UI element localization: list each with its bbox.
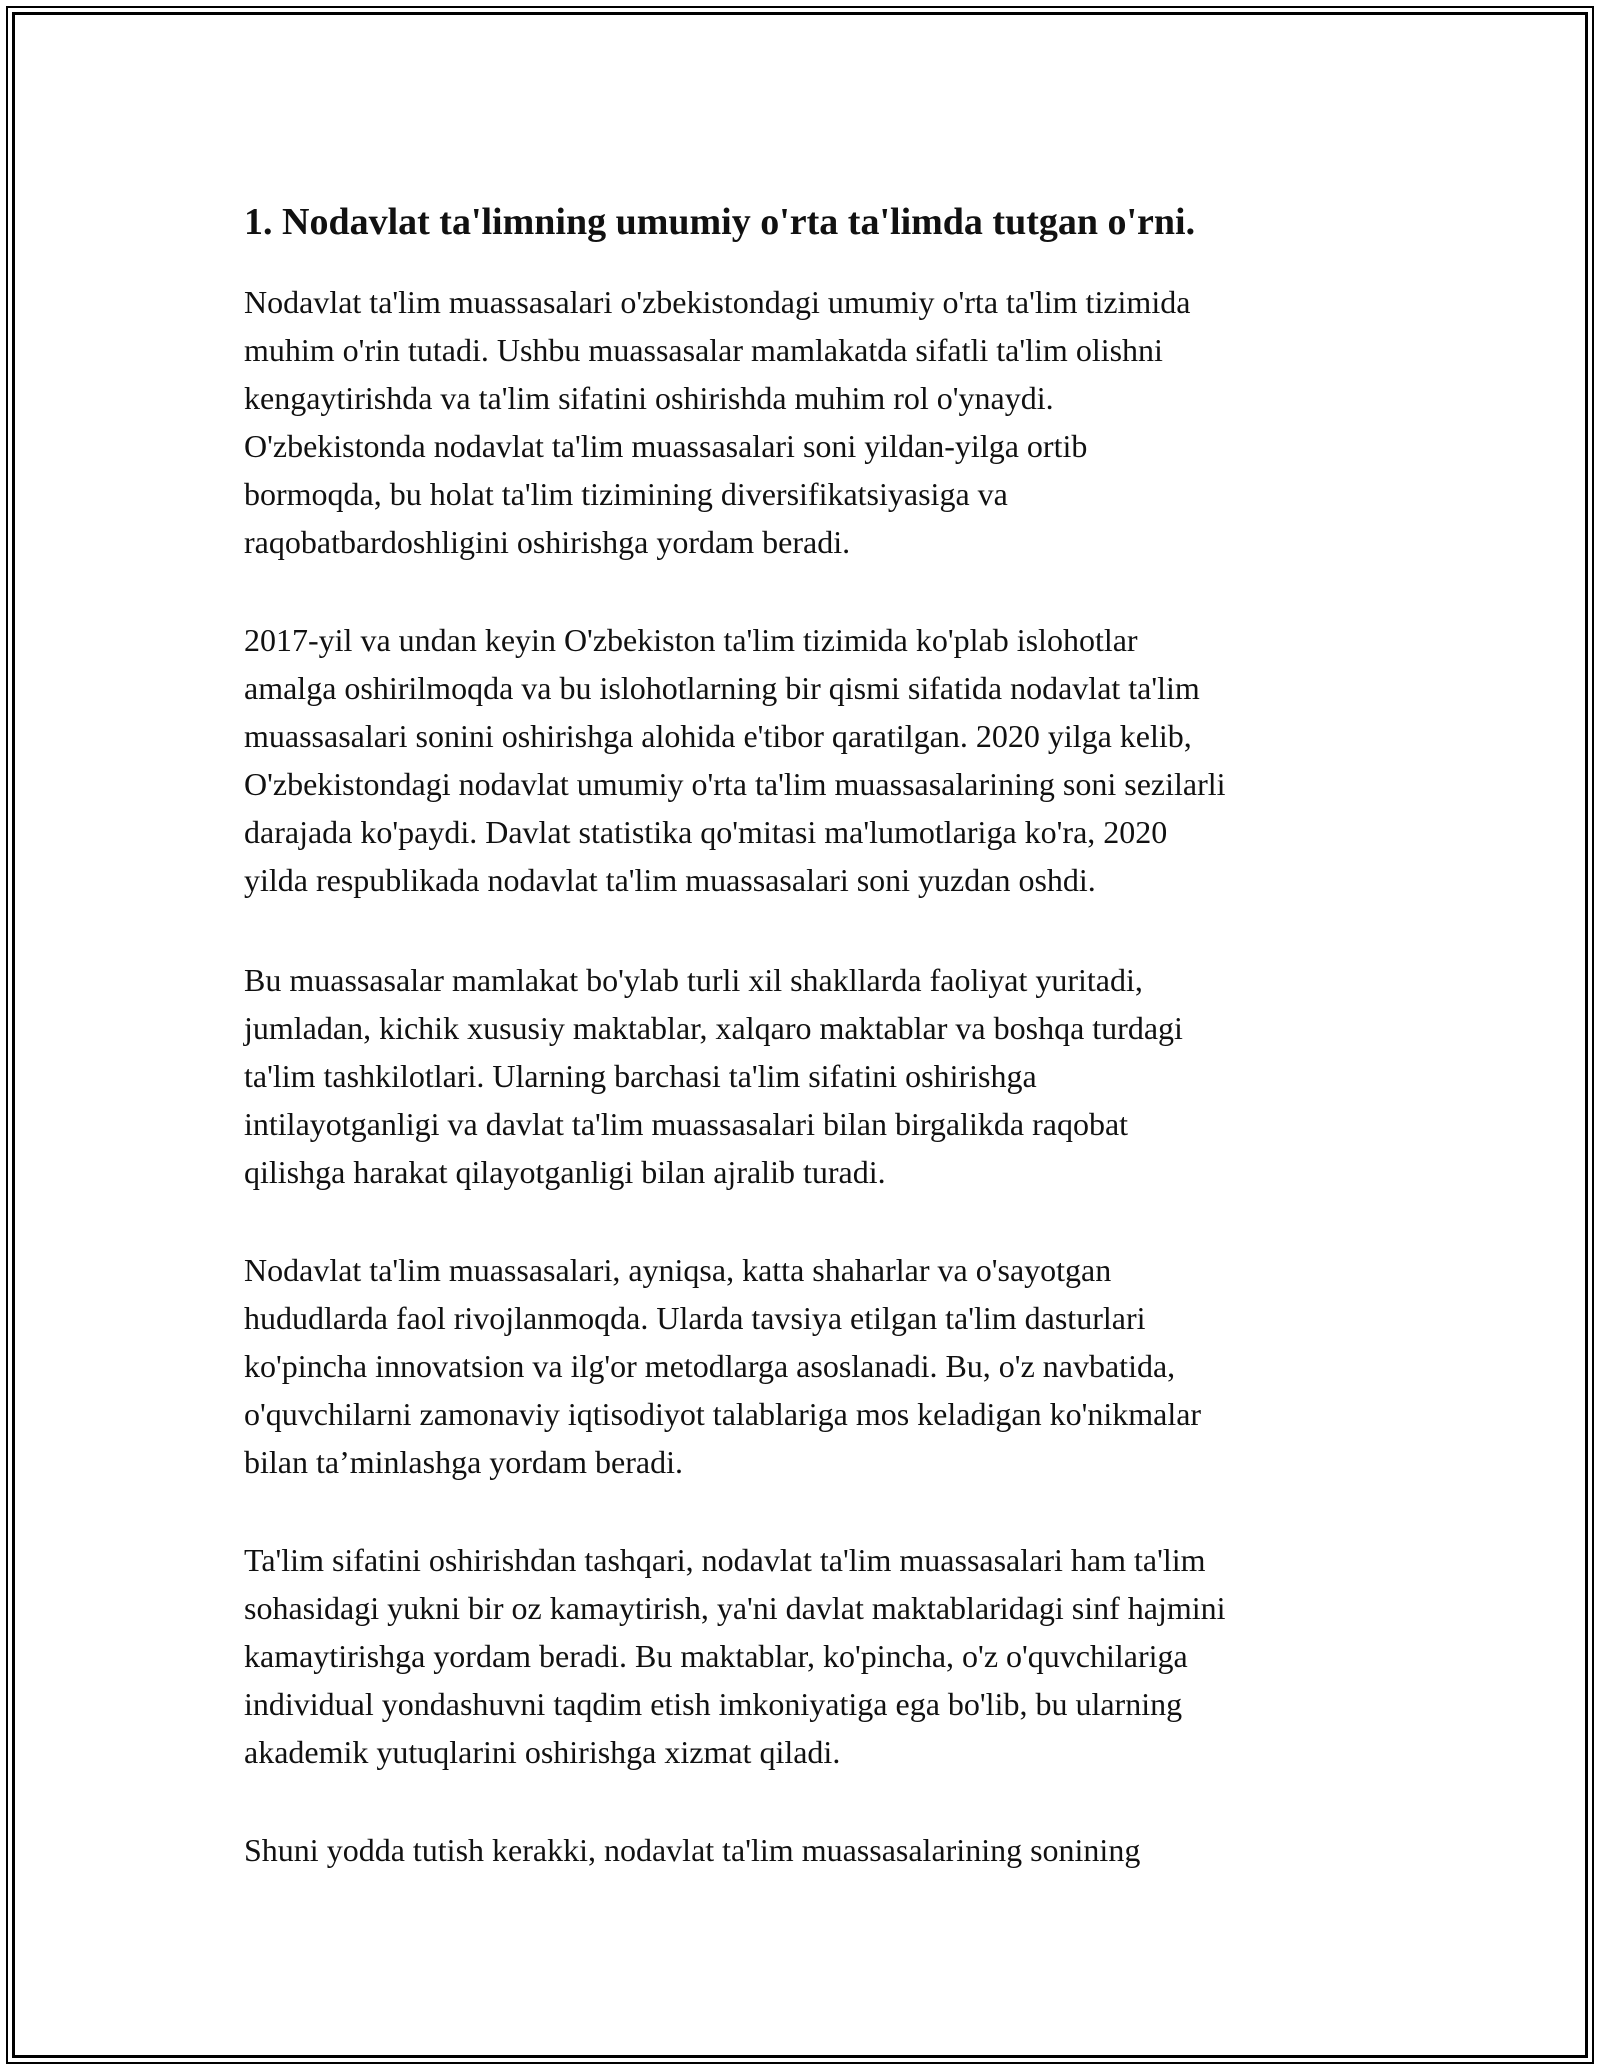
text-line: Shuni yodda tutish kerakki, nodavlat ta'lim muassasalarining sonining bbox=[244, 1832, 1141, 1868]
text-line: yilda respublikada nodavlat ta'lim muassasalari soni yuzdan oshdi. bbox=[244, 862, 1096, 898]
text-line: akademik yutuqlarini oshirishga xizmat qiladi. bbox=[244, 1734, 841, 1770]
text-line: O'zbekistondagi nodavlat umumiy o'rta ta'lim muassasalarining soni sezilarli bbox=[244, 766, 1226, 802]
text-line: individual yondashuvni taqdim etish imkoniyatiga ega bo'lib, bu ularning bbox=[244, 1686, 1183, 1722]
text-line: Ta'lim sifatini oshirishdan tashqari, nodavlat ta'lim muassasalari ham ta'lim bbox=[244, 1542, 1206, 1578]
text-line: jumladan, kichik xususiy maktablar, xalqaro maktablar va boshqa turdagi bbox=[244, 1010, 1183, 1046]
text-line: Bu muassasalar mamlakat bo'ylab turli xil shakllarda faoliyat yuritadi, bbox=[244, 962, 1143, 998]
paragraph-2 bbox=[244, 616, 1226, 904]
text-line: ta'lim tashkilotlari. Ularning barchasi ta'lim sifatini oshirishga bbox=[244, 1058, 1037, 1094]
text-line: bilan ta’minlashga yordam beradi. bbox=[244, 1444, 683, 1480]
text-line: intilayotganligi va davlat ta'lim muassasalari bilan birgalikda raqobat bbox=[244, 1106, 1129, 1142]
text-line: ko'pincha innovatsion va ilg'or metodlarga asoslanadi. Bu, o'z navbatida, bbox=[244, 1348, 1176, 1384]
text-line: O'zbekistonda nodavlat ta'lim muassasalari soni yildan-yilga ortib bbox=[244, 428, 1088, 464]
section-heading: 1. Nodavlat ta'limning umumiy o'rta ta'limda tutgan o'rni. bbox=[244, 201, 1196, 243]
text-line: o'quvchilarni zamonaviy iqtisodiyot talablariga mos keladigan ko'nikmalar bbox=[244, 1396, 1202, 1432]
text-line: bormoqda, bu holat ta'lim tizimining diversifikatsiyasiga va bbox=[244, 476, 1008, 512]
text-line: darajada ko'paydi. Davlat statistika qo'mitasi ma'lumotlariga ko'ra, 2020 bbox=[244, 814, 1168, 850]
text-line: kamaytirishga yordam beradi. Bu maktablar, ko'pincha, o'z o'quvchilariga bbox=[244, 1638, 1188, 1674]
page-frame bbox=[6, 6, 1594, 2064]
text-line: muhim o'rin tutadi. Ushbu muassasalar mamlakatda sifatli ta'lim olishni bbox=[244, 332, 1163, 368]
text-line: sohasidagi yukni bir oz kamaytirish, ya'ni davlat maktablaridagi sinf hajmini bbox=[244, 1590, 1226, 1626]
paragraph-4 bbox=[244, 1246, 1201, 1486]
paragraph-5 bbox=[244, 1536, 1226, 1776]
text-line: kengaytirishda va ta'lim sifatini oshirishda muhim rol o'ynaydi. bbox=[244, 380, 1054, 416]
text-line: Nodavlat ta'lim muassasalari o'zbekistondagi umumiy o'rta ta'lim tizimida bbox=[244, 284, 1191, 320]
paragraph-3 bbox=[244, 956, 1183, 1196]
paragraph-6 bbox=[244, 1826, 1140, 1874]
text-line: qilishga harakat qilayotganligi bilan ajralib turadi. bbox=[244, 1154, 886, 1190]
text-line: muassasalari sonini oshirishga alohida e'tibor qaratilgan. 2020 yilga kelib, bbox=[244, 718, 1192, 754]
text-line: amalga oshirilmoqda va bu islohotlarning bir qismi sifatida nodavlat ta'lim bbox=[244, 670, 1200, 706]
text-line: Nodavlat ta'lim muassasalari, ayniqsa, katta shaharlar va o'sayotgan bbox=[244, 1252, 1112, 1288]
text-line: 2017-yil va undan keyin O'zbekiston ta'lim tizimida ko'plab islohotlar bbox=[244, 622, 1138, 658]
document-body bbox=[244, 196, 1394, 1868]
paragraph-1 bbox=[244, 278, 1190, 566]
text-line: raqobatbardoshligini oshirishga yordam beradi. bbox=[244, 524, 851, 560]
text-line: hududlarda faol rivojlanmoqda. Ularda tavsiya etilgan ta'lim dasturlari bbox=[244, 1300, 1146, 1336]
